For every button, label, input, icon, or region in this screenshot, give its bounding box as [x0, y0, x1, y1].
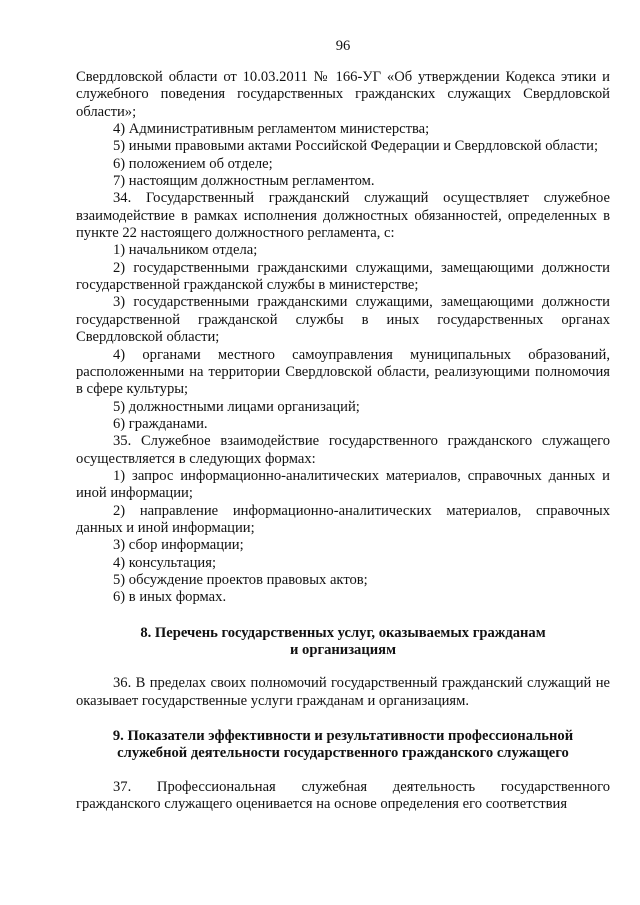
paragraph-36: 36. В пределах своих полномочий государственный гражданский служащий не оказывает государственные услуги гражданам и организациям. — [76, 675, 610, 709]
list-item: 5) иными правовыми актами Российской Федерации и Свердловской области; — [113, 138, 599, 155]
paragraph-continuation: Свердловской области от 10.03.2011 № 166-УГ «Об утверждении Кодекса этики и служебного поведения государственных гражданских служащих Свердловской области»; — [76, 69, 610, 120]
list-item: 6) в иных формах. — [113, 589, 227, 606]
list-item: 3) сбор информации; — [113, 537, 244, 554]
list-item: 3) государственными гражданскими служащими, замещающими должности государственной гражданской службы в иных государственных органах Свердловской области; — [76, 294, 610, 346]
list-item: 5) должностными лицами организаций; — [113, 398, 360, 415]
section-8-heading-line1: 8. Перечень государственных услуг, оказываемых гражданам — [140, 624, 546, 641]
list-item: 1) запрос информационно-аналитических материалов, справочных данных и иной информации; — [76, 467, 610, 502]
spacer — [76, 607, 610, 625]
spacer — [76, 763, 610, 779]
list-item: 4) консультация; — [113, 554, 217, 571]
document-page — [76, 38, 610, 813]
section-9-heading-line1: 9. Показатели эффективности и результативности профессиональной — [112, 728, 574, 745]
list-item: 4) органами местного самоуправления муниципальных образований, расположенными на территории Свердловской области, реализующими полномочия в сфере культуры; — [76, 346, 610, 398]
section-8-heading-line2: и организациям — [289, 642, 397, 658]
spacer — [76, 659, 610, 675]
section-9-heading-line2: служебной деятельности государственного гражданского служащего — [117, 745, 569, 762]
paragraph-34: 34. Государственный гражданский служащий осуществляет служебное взаимодействие в рамках исполнения должностных обязанностей, определенных в пункте 22 настоящего должностного регламента, с: — [76, 190, 610, 242]
list-item: 5) обсуждение проектов правовых актов; — [113, 571, 368, 588]
paragraph-37: 37. Профессиональная служебная деятельность государственного гражданского служащего оценивается на основе определения его соответствия — [76, 778, 610, 813]
list-item: 1) начальником отдела; — [113, 242, 258, 259]
list-item: 6) положением об отделе; — [113, 155, 273, 172]
section-8-heading — [76, 625, 610, 660]
list-item: 6) гражданами. — [113, 415, 208, 432]
list-item: 7) настоящим должностным регламентом. — [113, 173, 375, 190]
list-item: 2) направление информационно-аналитических материалов, справочных данных и иной информации; — [76, 502, 610, 536]
page-number: 96 — [335, 38, 351, 54]
list-item: 2) государственными гражданскими служащими, замещающими должности государственной гражданской службы в министерстве; — [76, 259, 610, 294]
list-item: 4) Административным регламентом министерства; — [113, 121, 430, 138]
section-9-heading — [76, 728, 610, 763]
spacer — [76, 710, 610, 728]
paragraph-35: 35. Служебное взаимодействие государственного гражданского служащего осуществляется в следующих формах: — [76, 433, 610, 467]
